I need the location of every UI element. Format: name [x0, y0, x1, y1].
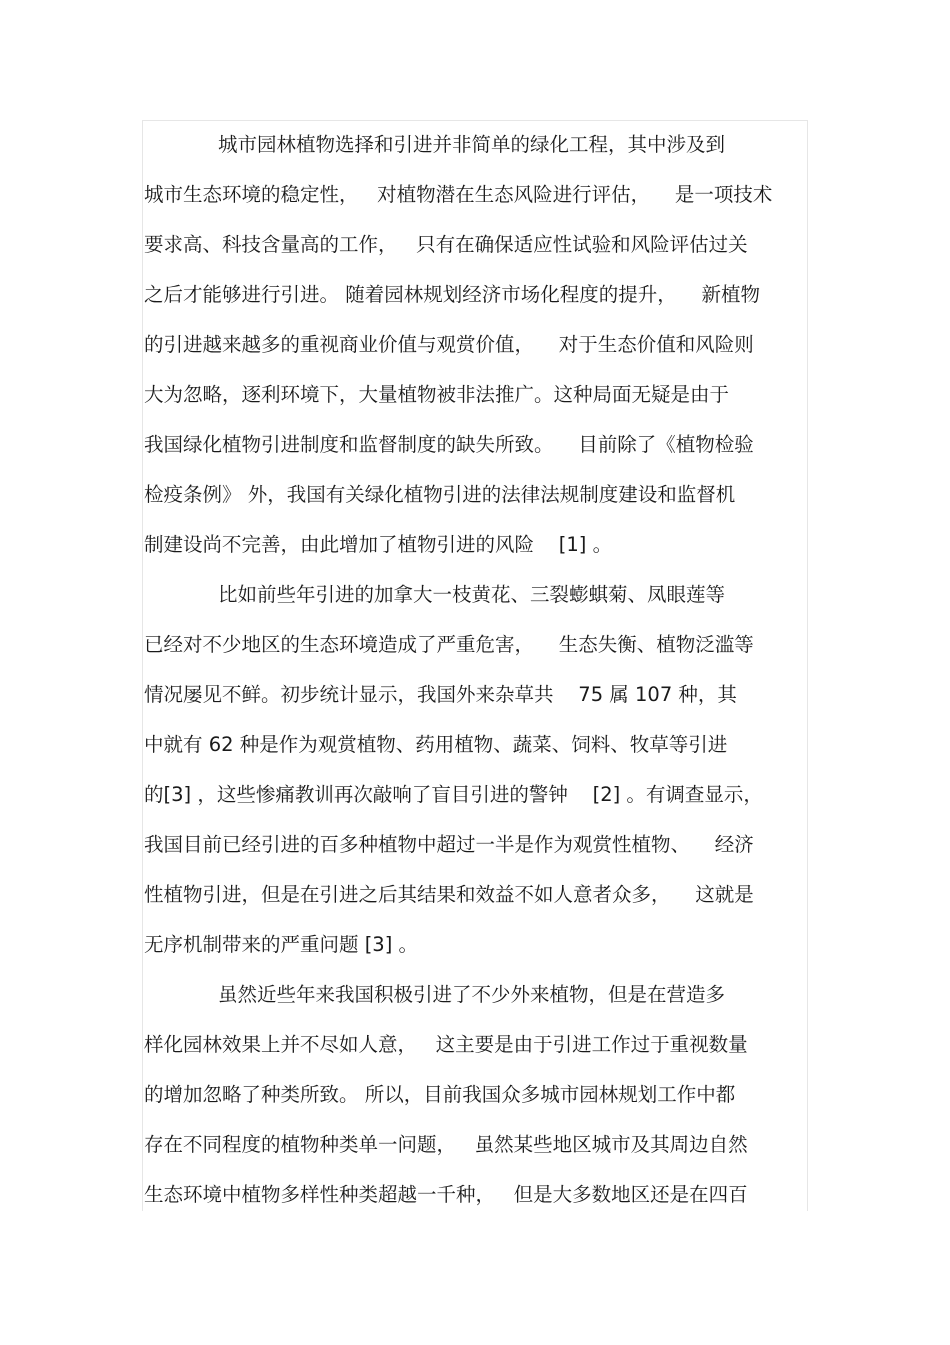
paragraph-1-line-7: 我国绿化植物引进制度和监督制度的缺失所致。 目前除了《植物检验	[144, 433, 754, 456]
paragraph-1-line-2: 城市生态环境的稳定性， 对植物潜在生态风险进行评估， 是一项技术	[144, 183, 773, 206]
document-body	[144, 120, 808, 1220]
paragraph-1-line-4: 之后才能够进行引进。 随着园林规划经济市场化程度的提升， 新植物	[144, 283, 760, 306]
paragraph-3-line-5: 生态环境中植物多样性种类超越一千种， 但是大多数地区还是在四百	[144, 1183, 748, 1206]
paragraph-2-line-3: 情况屡见不鲜。初步统计显示，我国外来杂草共 75 属 107 种，其	[144, 683, 737, 706]
paragraph-2-line-5: 的[3] ，这些惨痛教训再次敲响了盲目引进的警钟 [2] 。有调查显示，	[144, 783, 763, 806]
paragraph-2-line-6: 我国目前已经引进的百多种植物中超过一半是作为观赏性植物、 经济	[144, 833, 754, 856]
paragraph-3-line-1: 虽然近些年来我国积极引进了不少外来植物，但是在营造多	[218, 983, 726, 1006]
paragraph-1-line-9: 制建设尚不完善，由此增加了植物引进的风险 [1] 。	[144, 533, 613, 556]
paragraph-3-line-4: 存在不同程度的植物种类单一问题， 虽然某些地区城市及其周边自然	[144, 1133, 748, 1156]
paragraph-2-line-8: 无序机制带来的严重问题 [3] 。	[144, 933, 419, 956]
paragraph-1-line-6: 大为忽略，逐利环境下，大量植物被非法推广。这种局面无疑是由于	[144, 383, 730, 406]
paragraph-2-line-7: 性植物引进，但是在引进之后其结果和效益不如人意者众多， 这就是	[144, 883, 754, 906]
paragraph-1-line-8: 检疫条例》 外，我国有关绿化植物引进的法律法规制度建设和监督机	[144, 483, 736, 506]
paragraph-2-line-4: 中就有 62 种是作为观赏植物、药用植物、蔬菜、饲料、牧草等引进	[144, 733, 728, 756]
paragraph-1-line-3: 要求高、科技含量高的工作， 只有在确保适应性试验和风险评估过关	[144, 233, 748, 256]
paragraph-2-line-2: 已经对不少地区的生态环境造成了严重危害， 生态失衡、植物泛滥等	[144, 633, 754, 656]
paragraph-2-line-1: 比如前些年引进的加拿大一枝黄花、三裂蟛蜞菊、凤眼莲等	[218, 583, 726, 606]
paragraph-1-line-1: 城市园林植物选择和引进并非简单的绿化工程，其中涉及到	[218, 133, 726, 156]
paragraph-3-line-2: 样化园林效果上并不尽如人意， 这主要是由于引进工作过于重视数量	[144, 1033, 748, 1056]
paragraph-1-line-5: 的引进越来越多的重视商业价值与观赏价值， 对于生态价值和风险则	[144, 333, 754, 356]
paragraph-3-line-3: 的增加忽略了种类所致。 所以，目前我国众多城市园林规划工作中都	[144, 1083, 736, 1106]
